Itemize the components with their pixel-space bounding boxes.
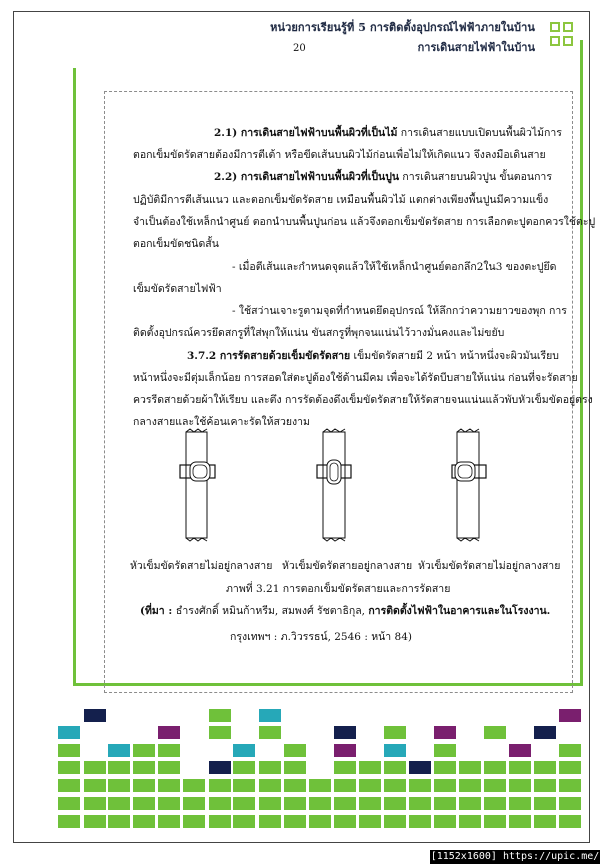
decor-block <box>209 709 231 722</box>
decor-block <box>284 779 306 792</box>
decor-block <box>183 797 205 810</box>
paragraph-2-2-line-4: ตอกเข็มขัดชนิดสั้น <box>133 238 219 250</box>
decor-block <box>259 797 281 810</box>
decor-block <box>259 726 281 739</box>
decor-block <box>133 744 155 757</box>
figure-source-line-1: (ที่มา : ธำรงศักดิ์ หมินก้าหรีม, สมพงศ์ รัชตาธิกุล, การติดตั้งไฟฟ้าในอาคารและในโรงงาน. <box>140 605 551 617</box>
decor-block <box>58 744 80 757</box>
decor-block <box>409 797 431 810</box>
decor-block <box>484 815 506 828</box>
decor-block <box>108 761 130 774</box>
decor-block <box>133 761 155 774</box>
decor-block <box>183 815 205 828</box>
decor-block <box>434 761 456 774</box>
decor-block <box>84 709 106 722</box>
decor-block <box>509 797 531 810</box>
decor-block <box>233 779 255 792</box>
decor-block <box>459 797 481 810</box>
decor-block <box>409 761 431 774</box>
decor-block <box>284 744 306 757</box>
decor-block <box>233 797 255 810</box>
heading-2-2: 2.2) การเดินสายไฟฟ้าบนพื้นผิวที่เป็นปูน <box>214 171 400 183</box>
image-credit: [1152x1600] https://upic.me/ <box>430 851 600 862</box>
decor-block <box>534 815 556 828</box>
decor-block <box>534 761 556 774</box>
decor-block <box>534 797 556 810</box>
decor-block <box>459 815 481 828</box>
decor-block <box>434 779 456 792</box>
paragraph-3-7-2-line-3: ควรรีดสายด้วยผ้าให้เรียบ และตึง การรัดต้องดึงเข็มขัดรัดสายให้รัดสายจนแน่นแล้วพับหัวเข็มขัดอยู่ตรง <box>133 394 593 406</box>
decor-block <box>359 761 381 774</box>
decor-block <box>133 779 155 792</box>
figure-label-left: หัวเข็มขัดรัดสายไม่อยู่กลางสาย <box>130 560 273 572</box>
decor-block <box>334 744 356 757</box>
decor-block <box>384 779 406 792</box>
decor-block <box>133 797 155 810</box>
unit-title: หน่วยการเรียนรู้ที่ 5 การติดตั้งอุปกรณ์ไฟฟ้าภายในบ้าน <box>270 21 535 34</box>
decor-block <box>209 726 231 739</box>
decor-block <box>509 815 531 828</box>
decor-block <box>509 779 531 792</box>
decor-block <box>158 797 180 810</box>
bullet-1-line-1: - เมื่อตีเส้นและกำหนดจุดแล้วให้ใช้เหล็กนำศูนย์ตอกลึก2ใน3 ของตะปูยึด <box>232 261 557 273</box>
decor-block <box>84 815 106 828</box>
decor-block <box>158 779 180 792</box>
decor-block <box>334 815 356 828</box>
decor-block <box>58 779 80 792</box>
decor-block <box>334 779 356 792</box>
decor-block <box>284 797 306 810</box>
paragraph-3-7-2-line-2: หน้าหนึ่งจะมีตุ่มเล็กน้อย การสอดใส่ตะปูต้องใช้ด้านมีคม เพื่อจะได้รัดบีบสายให้แน่น ก่อนที่จะรัดสาย <box>133 372 578 384</box>
decor-block <box>409 779 431 792</box>
decor-block <box>434 815 456 828</box>
decor-block <box>559 709 581 722</box>
decor-block <box>384 744 406 757</box>
paragraph-3-7-2-line-4: กลางสายและใช้ค้อนเคาะรัดให้สวยงาม <box>133 416 310 428</box>
cable-clamp-off-center-left <box>180 429 215 541</box>
paragraph-2-2-line-2: ปฏิบัติมีการตีเส้นแนว และตอกเข็มขัดรัดสาย เหมือนพื้นผิวไม้ แตกต่างเพียงพื้นปูนมีความแข็ง <box>133 194 549 206</box>
decor-block <box>559 761 581 774</box>
decor-block <box>209 761 231 774</box>
decor-block <box>334 797 356 810</box>
decor-block <box>509 744 531 757</box>
decor-block <box>158 744 180 757</box>
decor-block <box>259 709 281 722</box>
decor-block <box>559 797 581 810</box>
decor-block <box>108 779 130 792</box>
heading-3-7-2: 3.7.2 การรัดสายด้วยเข็มขัดรัดสาย <box>187 350 351 362</box>
bullet-2-line-2: ติดตั้งอุปกรณ์ควรยึดสกรูที่ใส่พุกให้แน่น ขันสกรูที่พุกจนแน่นไว้วางมั่นคงและไม่ขยับ <box>133 327 505 339</box>
figure-caption: ภาพที่ 3.21 การตอกเข็มขัดรัดสายและการรัดสาย <box>226 583 451 595</box>
decor-block <box>409 815 431 828</box>
decor-block <box>359 815 381 828</box>
decor-block <box>259 761 281 774</box>
decor-block <box>309 779 331 792</box>
decor-block <box>484 761 506 774</box>
figure-label-center: หัวเข็มขัดรัดสายอยู่กลางสาย <box>282 560 413 572</box>
decor-block <box>58 815 80 828</box>
decor-block <box>434 744 456 757</box>
decor-block <box>84 779 106 792</box>
decor-block <box>359 797 381 810</box>
decor-block <box>209 815 231 828</box>
decor-block <box>309 797 331 810</box>
paragraph-2-1-line-1: 2.1) การเดินสายไฟฟ้าบนพื้นผิวที่เป็นไม้ การเดินสายแบบเปิดบนพื้นผิวไม้การ <box>214 127 562 139</box>
decor-block <box>384 815 406 828</box>
decor-block <box>509 761 531 774</box>
decor-block <box>484 779 506 792</box>
decor-block <box>209 779 231 792</box>
decor-block <box>484 726 506 739</box>
decor-block <box>309 815 331 828</box>
decor-block <box>359 779 381 792</box>
cable-clamp-centered <box>317 429 351 541</box>
decor-block <box>284 761 306 774</box>
section-subtitle: การเดินสายไฟฟ้าในบ้าน <box>417 41 535 54</box>
decor-block <box>84 797 106 810</box>
decor-block <box>133 815 155 828</box>
decor-block <box>534 779 556 792</box>
decor-block <box>233 815 255 828</box>
decor-block <box>108 815 130 828</box>
heading-2-1: 2.1) การเดินสายไฟฟ้าบนพื้นผิวที่เป็นไม้ <box>214 127 398 139</box>
decor-block <box>559 779 581 792</box>
decor-block <box>534 726 556 739</box>
decor-block <box>58 761 80 774</box>
paragraph-3-7-2-line-1: 3.7.2 การรัดสายด้วยเข็มขัดรัดสาย เข็มขัดรัดสายมี 2 หน้า หน้าหนึ่งจะผิวมันเรียบ <box>187 350 559 362</box>
decor-block <box>459 779 481 792</box>
decor-block <box>58 726 80 739</box>
decor-block <box>384 761 406 774</box>
decor-block <box>384 797 406 810</box>
paragraph-2-1-line-2: ตอกเข็มขัดรัดสายต้องมีการตีเต้า หรือขีดเส้นบนผิวไม้ก่อนเพื่อไม่ให้เกิดแนว จึงลงมือเดินสาย <box>133 149 546 161</box>
decor-block <box>84 761 106 774</box>
decor-block <box>434 797 456 810</box>
paragraph-2-2-line-1: 2.2) การเดินสายไฟฟ้าบนพื้นผิวที่เป็นปูน การเดินสายบนผิวปูน ขั้นตอนการ <box>214 171 552 183</box>
decor-block <box>484 797 506 810</box>
decor-block <box>58 797 80 810</box>
cable-clamp-off-center-right <box>452 429 486 541</box>
decor-block <box>559 815 581 828</box>
figure-label-right: หัวเข็มขัดรัดสายไม่อยู่กลางสาย <box>418 560 561 572</box>
decor-block <box>158 815 180 828</box>
bullet-1-line-2: เข็มขัดรัดสายไฟฟ้า <box>133 283 222 295</box>
decor-block <box>108 744 130 757</box>
decor-block <box>259 779 281 792</box>
decor-block <box>209 797 231 810</box>
decor-block <box>334 761 356 774</box>
decor-block <box>233 761 255 774</box>
decor-block <box>459 761 481 774</box>
decor-block <box>434 726 456 739</box>
figure-source-line-2: กรุงเทพฯ : ภ.วิวรรธน์, 2546 : หน้า 84) <box>230 631 412 643</box>
decor-block <box>158 761 180 774</box>
decor-block <box>384 726 406 739</box>
decor-block <box>183 779 205 792</box>
decor-block <box>158 726 180 739</box>
decor-block <box>233 744 255 757</box>
decor-block <box>284 815 306 828</box>
bullet-2-line-1: - ใช้สว่านเจาะรูตามจุดที่กำหนดยึดอุปกรณ์ ให้ลึกกว่าความยาวของพุก การ <box>232 305 567 317</box>
decor-block <box>559 744 581 757</box>
decor-block <box>334 726 356 739</box>
decor-block <box>108 797 130 810</box>
page-number: 20 <box>293 43 306 54</box>
decor-block <box>259 815 281 828</box>
paragraph-2-2-line-3: จำเป็นต้องใช้เหล็กนำศูนย์ ตอกนำบนพื้นปูนก่อน แล้วจึงตอกเข็มขัดรัดสาย การเลือกตะปูตอกควรใช้ตะปู <box>133 216 596 228</box>
